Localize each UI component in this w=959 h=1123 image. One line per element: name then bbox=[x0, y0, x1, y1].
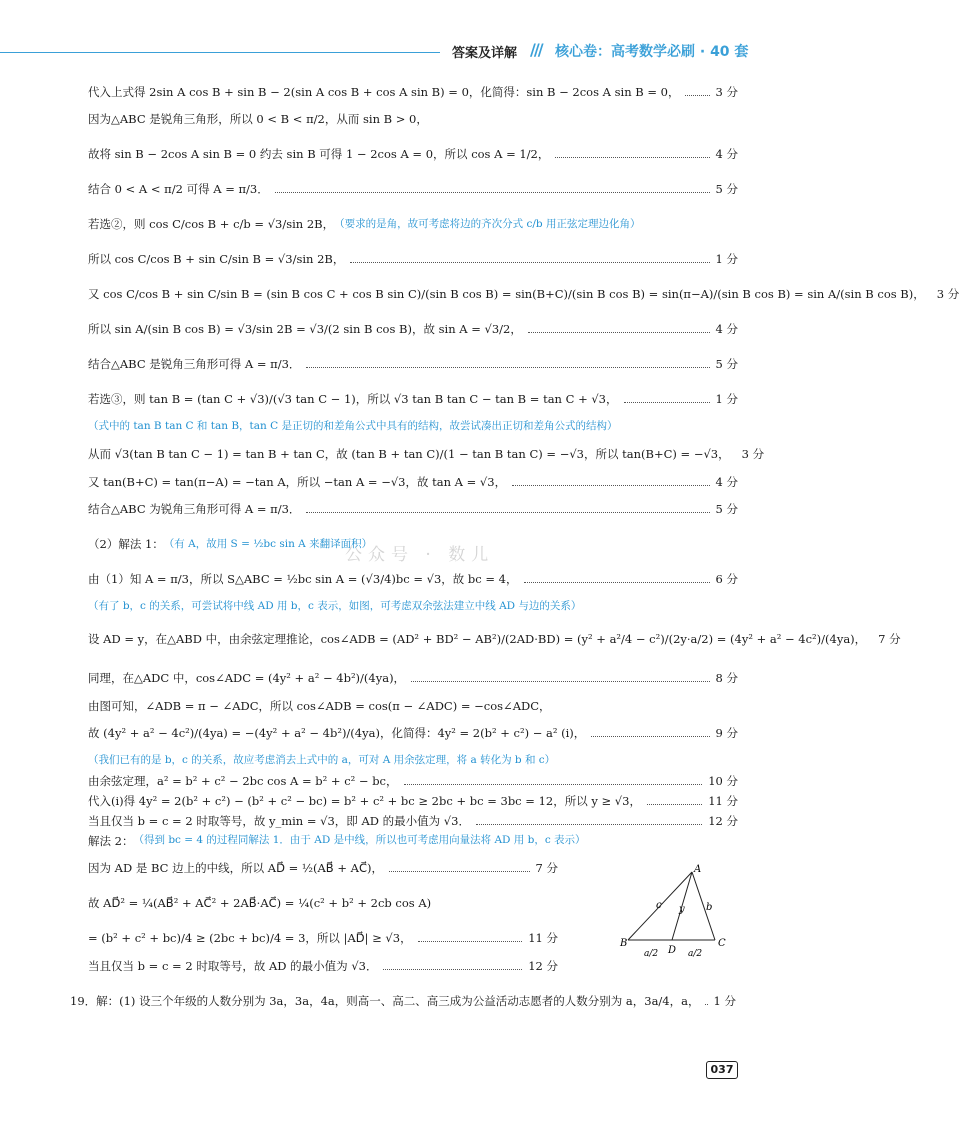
leader-dots bbox=[306, 367, 709, 368]
line-text: （2）解法 1： bbox=[88, 537, 164, 552]
line-text: 又 cos C/cos B + sin C/sin B = (sin B cos C + cos B sin C)/(sin B cos B) = sin(B+C)/(sin B cos B) = sin(π−A)/(sin B cos B) = sin A/(sin B cos B)， bbox=[88, 287, 925, 302]
solution-line bbox=[88, 771, 738, 791]
line-score: 3 分 bbox=[715, 84, 738, 99]
line-score: 9 分 bbox=[715, 726, 738, 741]
line-text: 设 AD = y，在△ABD 中，由余弦定理推论，cos∠ADB = (AD² + BD² − AB²)/(2AD·BD) = (y² + a²/4 − c²)/(2y·a/2) = (4y² + a² − 4c²)/(4ya)， bbox=[88, 631, 867, 646]
line-score: 4 分 bbox=[715, 147, 738, 162]
solution-line bbox=[88, 347, 738, 382]
line-score: 4 分 bbox=[715, 322, 738, 337]
solution-line bbox=[88, 661, 738, 696]
solution-line bbox=[88, 791, 738, 811]
line-text: 由余弦定理，a² = b² + c² − 2bc cos A = b² + c² − bc， bbox=[88, 773, 398, 788]
line-text: 解法 2： bbox=[88, 833, 134, 848]
line-annotation: （我们已有的是 b，c 的关系，故应考虑消去上式中的 a，可对 A 用余弦定理，将 a 转化为 b 和 c） bbox=[88, 754, 556, 767]
line-text: 当且仅当 b = c = 2 时取等号，故 y_min = √3，即 AD 的最小值为 √3． bbox=[88, 813, 470, 828]
line-text: 代入上式得 2sin A cos B + sin B − 2(sin A cos B + cos A sin B) = 0，化简得：sin B − 2cos A sin B = 0， bbox=[88, 84, 680, 99]
line-score: 1 分 bbox=[715, 252, 738, 267]
line-score: 5 分 bbox=[715, 182, 738, 197]
leader-dots bbox=[524, 582, 710, 583]
line-text: 结合△ABC 是锐角三角形可得 A = π/3． bbox=[88, 357, 301, 372]
solution-line bbox=[88, 137, 738, 172]
leader-dots bbox=[383, 969, 522, 970]
line-score: 5 分 bbox=[715, 502, 738, 517]
triangle-figure bbox=[620, 860, 740, 975]
line-annotation: （有 A，故用 S = ½bc sin A 来翻译面积） bbox=[163, 537, 373, 550]
leader-dots bbox=[275, 192, 710, 193]
line-text: 结合 0 < A < π/2 可得 A = π/3． bbox=[88, 182, 269, 197]
solution-line bbox=[88, 277, 959, 312]
question-19-line bbox=[70, 990, 736, 1012]
header-slashes: /// bbox=[530, 40, 542, 59]
label-side-b: b bbox=[706, 902, 713, 913]
line-text: 由（1）知 A = π/3，所以 S△ABC = ½bc sin A = (√3/4)bc = √3，故 bc = 4， bbox=[88, 572, 518, 587]
line-score: 12 分 bbox=[708, 813, 738, 828]
leader-dots bbox=[404, 784, 703, 785]
line-score: 1 分 bbox=[715, 392, 738, 407]
label-side-c: c bbox=[656, 900, 662, 911]
line-text: 同理，在△ADC 中，cos∠ADC = (4y² + a² − 4b²)/(4ya)， bbox=[88, 671, 406, 686]
header-section-title: 答案及详解 bbox=[452, 46, 518, 61]
leader-dots bbox=[624, 402, 710, 403]
solution-line bbox=[88, 312, 738, 347]
leader-dots bbox=[476, 824, 702, 825]
solution-line bbox=[88, 831, 738, 851]
header-book-title: 核心卷：高考数学必刷 · 40 套 bbox=[555, 44, 749, 60]
line-score: 10 分 bbox=[708, 773, 738, 788]
page-number: 037 bbox=[706, 1061, 738, 1079]
line-score: 12 分 bbox=[528, 958, 558, 973]
line-score: 4 分 bbox=[715, 474, 738, 489]
q19-score: 1 分 bbox=[713, 993, 736, 1008]
leader-dots bbox=[411, 681, 709, 682]
leader-dots bbox=[389, 871, 530, 872]
leader-dots bbox=[512, 485, 709, 486]
leader-dots bbox=[418, 941, 523, 942]
line-annotation: （要求的是角，故可考虑将边的齐次分式 c/b 用正弦定理边化角） bbox=[334, 217, 641, 230]
line-text: 若选③，则 tan B = (tan C + √3)/(√3 tan C − 1)，所以 √3 tan B tan C − tan B = tan C + √3， bbox=[88, 392, 618, 407]
line-text: 若选②，则 cos C/cos B + c/b = √3/sin 2B， bbox=[88, 217, 335, 232]
line-text: 因为 AD 是 BC 边上的中线，所以 AD⃗ = ½(AB⃗ + AC⃗)， bbox=[88, 861, 383, 876]
q19-text: 19．解：(1) 设三个年级的人数分别为 3a，3a，4a，则高一、高二、高三成为公益活动志愿者的人数分别为 a，3a/4，a， bbox=[70, 993, 700, 1008]
solution-body bbox=[88, 82, 959, 976]
solution-line bbox=[88, 472, 738, 492]
watermark: 公众号 · 数儿 bbox=[345, 545, 495, 565]
solution-line bbox=[88, 437, 765, 472]
line-score: 7 分 bbox=[535, 861, 558, 876]
leader-dots bbox=[647, 804, 702, 805]
label-half-right: a/2 bbox=[688, 949, 703, 959]
label-half-left: a/2 bbox=[644, 949, 659, 959]
leader-dots bbox=[306, 512, 709, 513]
line-text: = (b² + c² + bc)/4 ≥ (2bc + bc)/4 = 3，所以 |AD⃗| ≥ √3， bbox=[88, 931, 412, 946]
leader-dots bbox=[705, 1004, 707, 1005]
line-text: 所以 cos C/cos B + sin C/sin B = √3/sin 2B， bbox=[88, 252, 345, 267]
solution-line bbox=[88, 527, 738, 562]
line-score: 3 分 bbox=[741, 447, 765, 462]
solution-line bbox=[88, 921, 558, 956]
solution-line bbox=[88, 382, 738, 417]
label-side-y: y bbox=[679, 904, 685, 915]
line-score: 11 分 bbox=[528, 931, 558, 946]
solution-line bbox=[88, 492, 738, 527]
line-annotation: （式中的 tan B tan C 和 tan B，tan C 是正切的和差角公式中具有的结构，故尝试凑出正切和差角公式的结构） bbox=[88, 420, 618, 433]
solution-line bbox=[88, 102, 738, 137]
solution-line bbox=[88, 851, 558, 886]
page-header bbox=[0, 38, 800, 68]
line-score: 8 分 bbox=[715, 671, 738, 686]
line-text: 当且仅当 b = c = 2 时取等号，故 AD 的最小值为 √3． bbox=[88, 958, 378, 973]
line-annotation: （有了 b，c 的关系，可尝试将中线 AD 用 b，c 表示，如图，可考虑双余弦法建立中线 AD 与边的关系） bbox=[88, 600, 582, 613]
solution-line bbox=[88, 82, 738, 102]
label-b: B bbox=[620, 938, 628, 949]
line-text: 由图可知，∠ADB = π − ∠ADC，所以 cos∠ADB = cos(π − ∠ADC) = −cos∠ADC， bbox=[88, 698, 551, 713]
solution-line bbox=[88, 617, 901, 661]
line-text: 从而 √3(tan B tan C − 1) = tan B + tan C，故 (tan B + tan C)/(1 − tan B tan C) = −√3，所以 tan(B+C) = −√3， bbox=[88, 447, 730, 462]
leader-dots bbox=[528, 332, 710, 333]
line-score: 6 分 bbox=[715, 572, 738, 587]
solution-line bbox=[88, 597, 738, 617]
line-score: 11 分 bbox=[708, 793, 738, 808]
line-text: 又 tan(B+C) = tan(π−A) = −tan A，所以 −tan A = −√3，故 tan A = √3， bbox=[88, 474, 507, 489]
line-score: 3 分 bbox=[936, 287, 959, 302]
line-text: 结合△ABC 为锐角三角形可得 A = π/3． bbox=[88, 502, 301, 517]
line-text: 所以 sin A/(sin B cos B) = √3/sin 2B = √3/(2 sin B cos B)，故 sin A = √3/2， bbox=[88, 322, 522, 337]
line-score: 7 分 bbox=[878, 631, 901, 646]
header-rule bbox=[0, 52, 440, 53]
label-c: C bbox=[718, 938, 726, 949]
solution-line bbox=[88, 716, 738, 751]
line-text: 代入(i)得 4y² = 2(b² + c²) − (b² + c² − bc) = b² + c² + bc ≥ 2bc + bc = 3bc = 12，所以 y ≥ √3， bbox=[88, 793, 641, 808]
line-text: 故 AD⃗² = ¼(AB⃗² + AC⃗² + 2AB⃗·AC⃗) = ¼(c² + b² + 2cb cos A) bbox=[88, 896, 432, 911]
line-score: 5 分 bbox=[715, 357, 738, 372]
line-annotation: （得到 bc = 4 的过程同解法 1．由于 AD 是中线，所以也可考虑用向量法将 AD 用 b，c 表示） bbox=[133, 834, 586, 847]
solution-line bbox=[88, 751, 738, 771]
solution-line bbox=[88, 172, 738, 207]
line-text: 因为△ABC 是锐角三角形，所以 0 < B < π/2，从而 sin B > 0， bbox=[88, 112, 428, 127]
solution-line bbox=[88, 696, 738, 716]
solution-line bbox=[88, 886, 558, 921]
leader-dots bbox=[350, 262, 709, 263]
label-d: D bbox=[668, 945, 677, 956]
solution-line bbox=[88, 417, 738, 437]
solution-line bbox=[88, 207, 738, 242]
label-a: A bbox=[694, 864, 702, 875]
solution-line bbox=[88, 811, 738, 831]
leader-dots bbox=[685, 95, 709, 96]
solution-line bbox=[88, 562, 738, 597]
leader-dots bbox=[555, 157, 709, 158]
solution-line bbox=[88, 956, 558, 976]
leader-dots bbox=[591, 736, 709, 737]
solution-line bbox=[88, 242, 738, 277]
line-text: 故将 sin B − 2cos A sin B = 0 约去 sin B 可得 1 − 2cos A = 0，所以 cos A = 1/2， bbox=[88, 147, 550, 162]
line-text: 故 (4y² + a² − 4c²)/(4ya) = −(4y² + a² − 4b²)/(4ya)，化简得：4y² = 2(b² + c²) − a² (i)， bbox=[88, 726, 586, 741]
